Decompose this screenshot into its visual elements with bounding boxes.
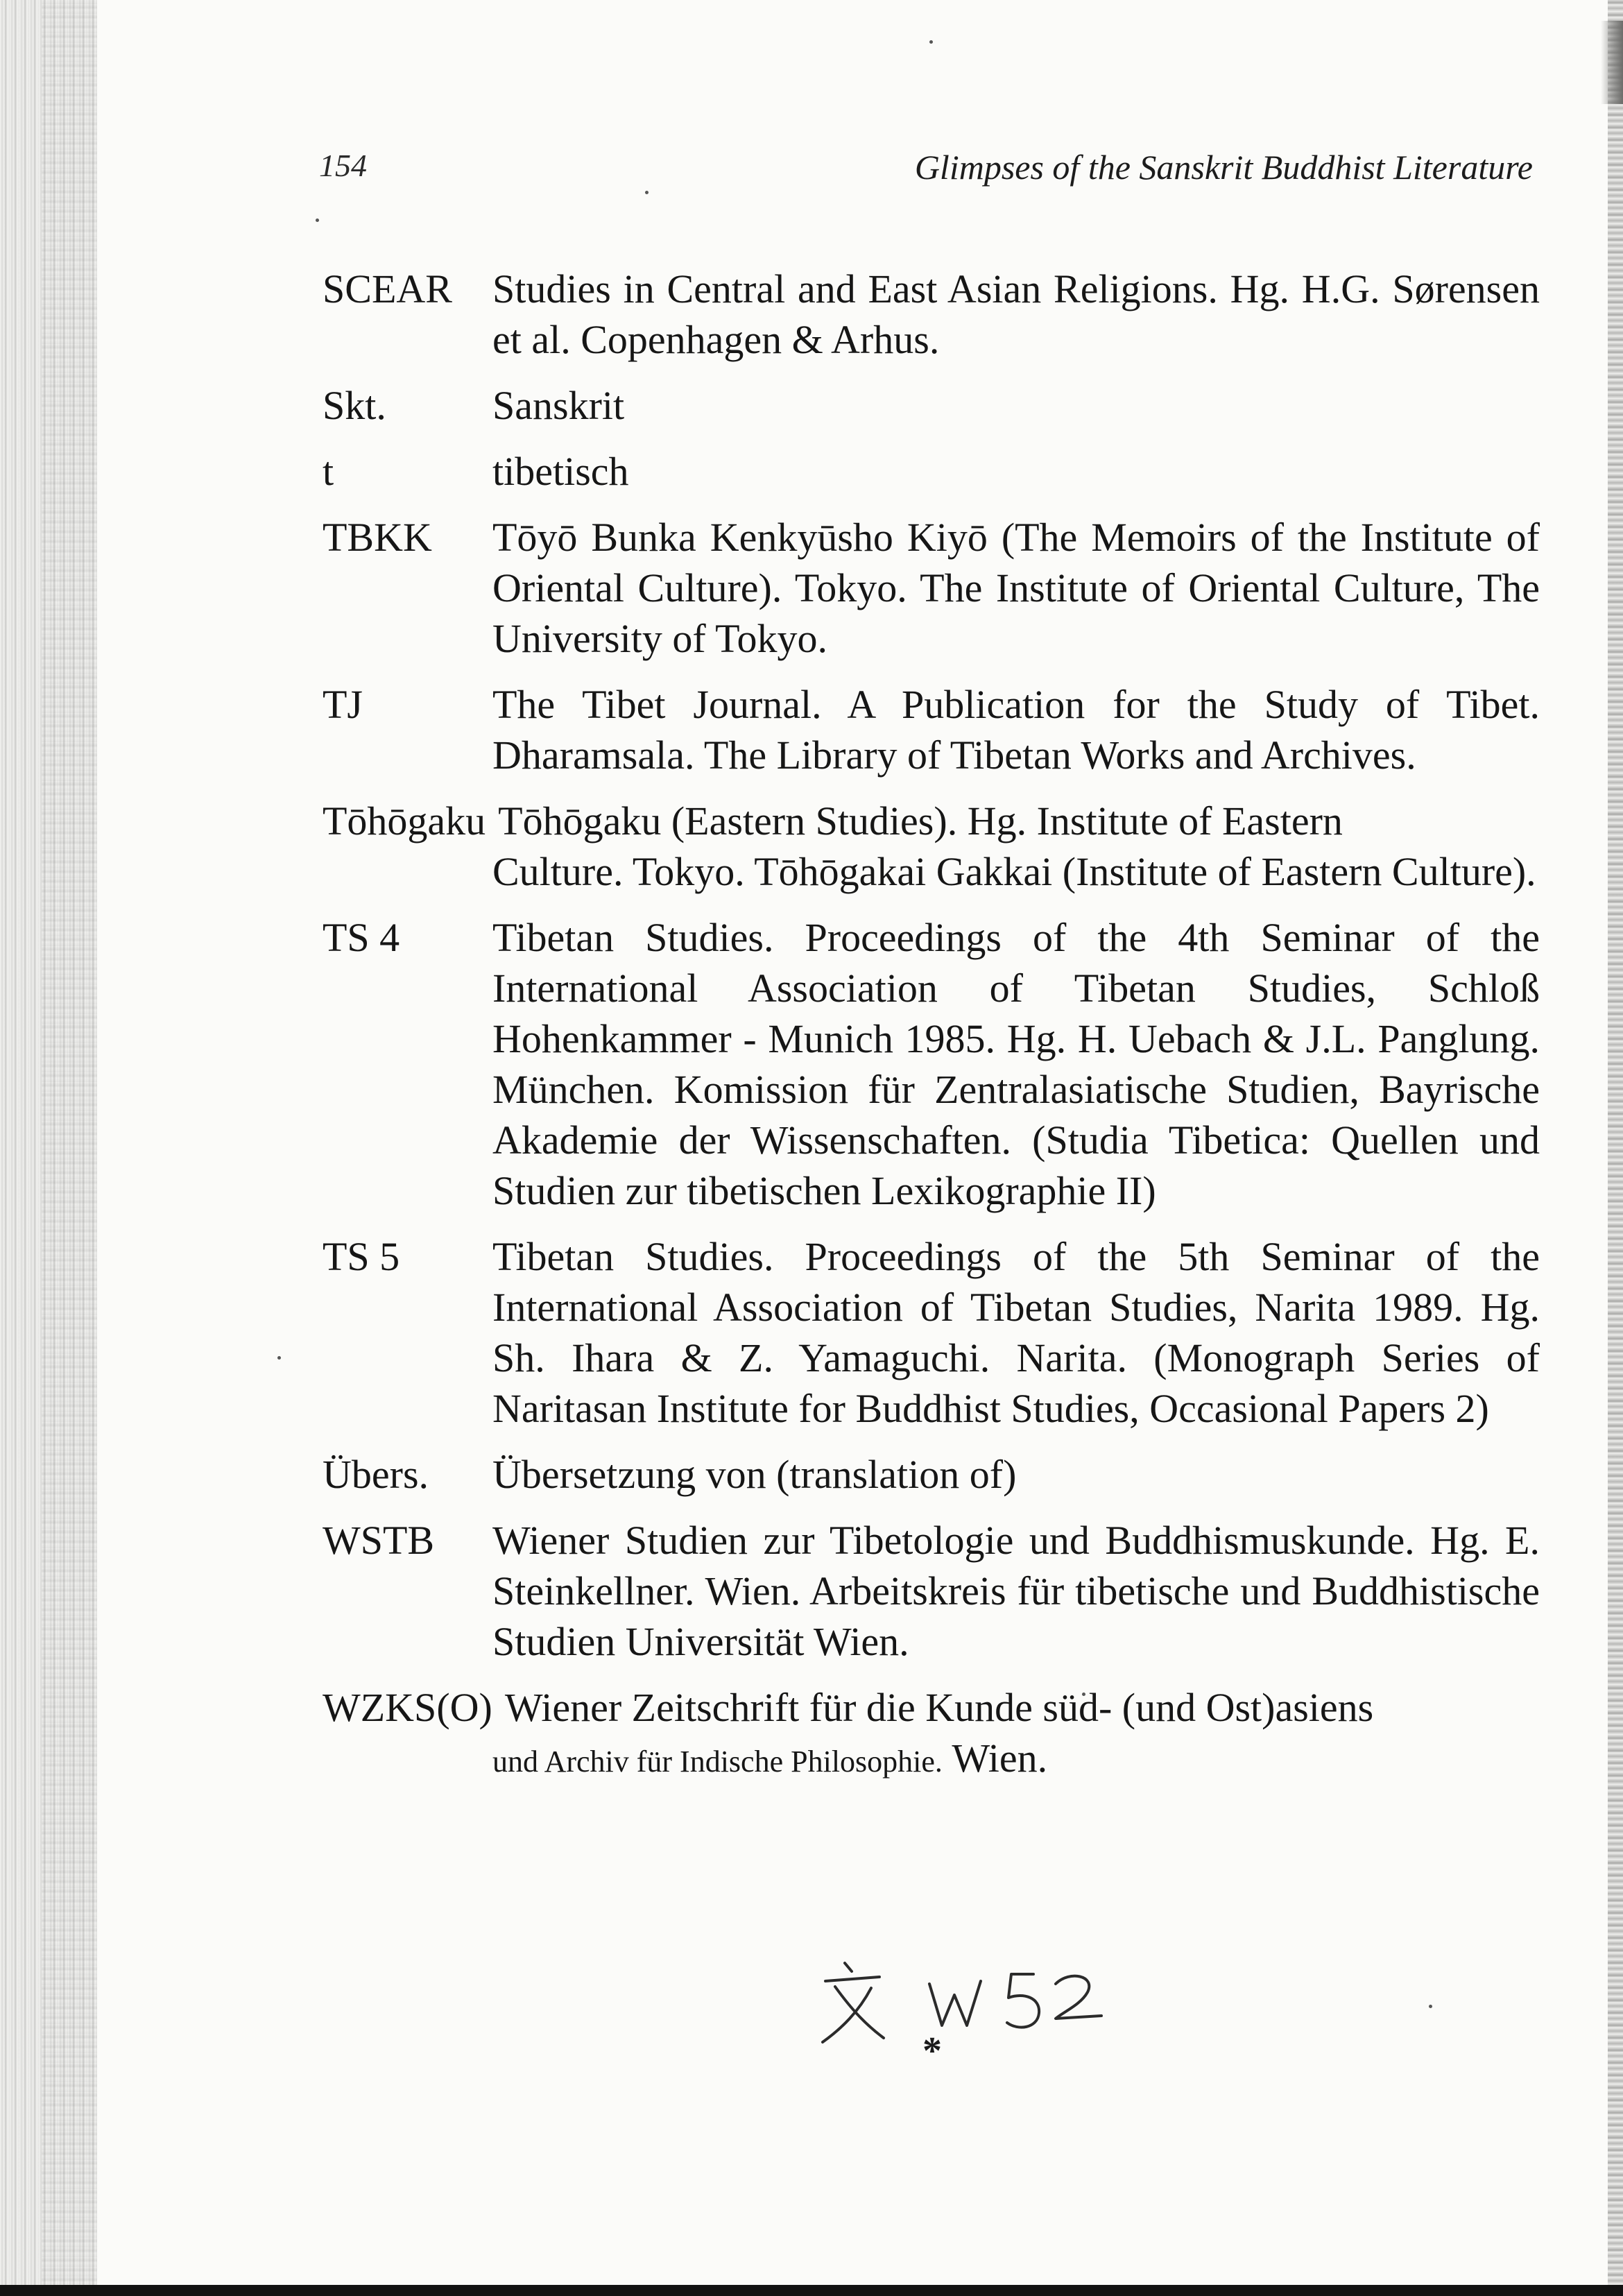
abbreviation-entry: [323, 380, 1540, 431]
asterisk-mark: *: [922, 2030, 942, 2073]
abbreviation-entry: [323, 1682, 1540, 1787]
scan-edge-left-texture: [42, 0, 97, 2296]
abbreviation: Übers.: [323, 1452, 429, 1497]
abbreviation: WSTB: [323, 1518, 435, 1563]
handwriting-stroke: [825, 1977, 879, 1981]
scan-speck: [277, 1356, 281, 1360]
abbreviation-description-first-line: Tōhōgaku (Eastern Studies). Hg. Institute of Eastern: [498, 798, 1343, 843]
abbreviation-description: Culture. Tokyo. Tōhōgakai Gakkai (Institute of Eastern Culture).: [492, 849, 1536, 894]
abbreviation: t: [323, 449, 334, 494]
scan-edge-right-shadow: [1601, 21, 1623, 104]
scan-speck: [929, 40, 933, 44]
abbreviation-description: Tibetan Studies. Proceedings of the 5th Seminar of the International Association of Tibetan Studies, Narita 1989. Hg. Sh. Ihara & Z. Yamaguchi. Narita. (Monograph Series of Naritasan Institute for Buddhist Studies, Occasional Papers 2): [492, 1234, 1540, 1431]
handwriting-stroke: [845, 1963, 852, 1971]
scan-edge-right: [1608, 0, 1623, 2296]
abbreviation-entry: [323, 796, 1540, 897]
abbreviation-description: Übersetzung von (translation of): [492, 1452, 1017, 1497]
abbreviation-description: Tibetan Studies. Proceedings of the 4th Seminar of the International Association of Tibetan Studies, Schloß Hohenkammer - Munich 1985. Hg. H. Uebach & J.L. Panglung. München. Komission für Zentralasiatische Studien, Bayrische Akademie der Wissenschaften. (Studia Tibetica: Quellen und Studien zur tibetischen Lexikographie II): [492, 915, 1540, 1213]
abbreviation: WZKS(O): [323, 1685, 492, 1730]
abbreviation: TS 5: [323, 1234, 400, 1279]
abbreviation-list: [323, 264, 1540, 1802]
abbreviation-entry: [323, 1515, 1540, 1667]
abbreviation-description-tail: Wien.: [942, 1736, 1048, 1781]
abbreviation-description: Tōyō Bunka Kenkyūsho Kiyō (The Memoirs of the Institute of Oriental Culture). Tokyo. The Institute of Oriental Culture, The University of Tokyo.: [492, 515, 1540, 661]
abbreviation: Tōhōgaku: [323, 798, 486, 843]
abbreviation-entry: [323, 264, 1540, 365]
abbreviation: TS 4: [323, 915, 400, 960]
abbreviation-entry: [323, 1449, 1540, 1500]
running-title: Glimpses of the Sanskrit Buddhist Literature: [914, 148, 1533, 187]
scan-speck: [1429, 2005, 1432, 2008]
handwriting-stroke: [1056, 1976, 1101, 2019]
abbreviation-entry: [323, 679, 1540, 780]
handwriting-stroke: [1007, 1974, 1039, 2028]
running-head: [319, 147, 1533, 196]
page-number: 154: [319, 148, 367, 183]
abbreviation-description: Sanskrit: [492, 383, 625, 428]
abbreviation: TJ: [323, 682, 363, 727]
scan-speck: [316, 219, 319, 222]
abbreviation-entry: [323, 1231, 1540, 1434]
abbreviation: Skt.: [323, 383, 386, 428]
abbreviation: SCEAR: [323, 266, 452, 311]
handwriting-stroke: [835, 1987, 884, 2038]
abbreviation-description: The Tibet Journal. A Publication for the Study of Tibet. Dharamsala. The Library of Tibetan Works and Archives.: [492, 682, 1540, 778]
abbreviation-entry: [323, 912, 1540, 1216]
abbreviation: TBKK: [323, 515, 432, 560]
handwriting-stroke: [929, 1981, 981, 2025]
scan-edge-bottom: [0, 2285, 1623, 2296]
abbreviation-description-small: und Archiv für Indische Philosophie.: [492, 1745, 943, 1779]
abbreviation-first-line: [323, 1682, 1540, 1733]
abbreviation-description: [323, 1733, 1540, 1787]
abbreviation-description: Studies in Central and East Asian Religions. Hg. H.G. Sørensen et al. Copenhagen & Arhus.: [492, 266, 1540, 362]
abbreviation-description: Wiener Studien zur Tibetologie und Buddhismuskunde. Hg. E. Steinkellner. Wien. Arbeitskreis für tibetische und Buddhistische Studien Universität Wien.: [492, 1518, 1540, 1664]
handwritten-annotation: [812, 1956, 1137, 2053]
abbreviation-entry: [323, 512, 1540, 664]
handwriting-stroke: [823, 1988, 871, 2042]
abbreviation-entry: [323, 446, 1540, 497]
abbreviation-description-first-line: Wiener Zeitschrift für die Kunde süd- (und Ost)asiens: [504, 1685, 1374, 1730]
abbreviation-description: tibetisch: [492, 449, 629, 494]
abbreviation-first-line: [323, 796, 1540, 846]
